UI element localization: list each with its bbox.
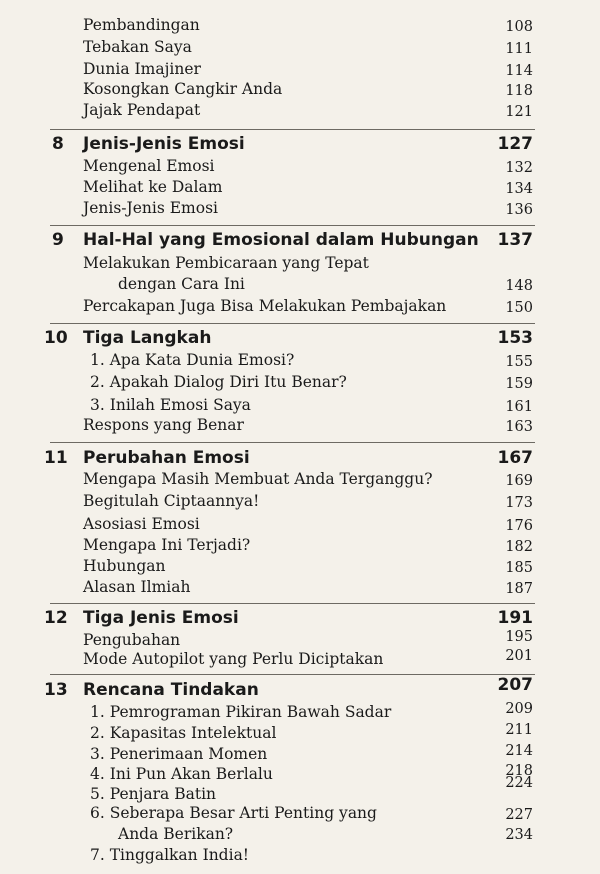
toc-entry: [0, 578, 600, 600]
entry-title: Asosiasi Emosi: [83, 515, 200, 533]
entry-page: 218: [505, 763, 533, 779]
entry-page: 209: [505, 701, 533, 717]
entry-title: Mengapa Ini Terjadi?: [83, 536, 251, 554]
toc-entry: [0, 470, 600, 492]
chapter-page: 167: [497, 448, 533, 468]
chapter-title: Tiga Langkah: [83, 328, 212, 348]
entry-title: 1. Apa Kata Dunia Emosi?: [90, 351, 295, 369]
chapter-heading: [0, 230, 600, 252]
toc-entry: [0, 373, 600, 395]
entry-page: 173: [505, 495, 533, 511]
entry-page: 195: [505, 629, 533, 645]
entry-page: 118: [505, 83, 533, 99]
entry-title: Melakukan Pembicaraan yang Tepat: [83, 254, 369, 272]
entry-title: 2. Apakah Dialog Diri Itu Benar?: [90, 373, 347, 391]
toc-entry: [0, 178, 600, 200]
entry-page: 182: [505, 539, 533, 555]
entry-page: 185: [505, 560, 533, 576]
chapter-divider: [50, 129, 535, 130]
entry-title: Tebakan Saya: [83, 38, 192, 56]
chapter-page: 207: [497, 675, 533, 695]
entry-title: Jajak Pendapat: [83, 101, 201, 119]
entry-page: 111: [505, 41, 533, 57]
entry-title: Percakapan Juga Bisa Melakukan Pembajakan: [83, 297, 447, 315]
toc-entry: [0, 846, 600, 868]
entry-title: 4. Ini Pun Akan Berlalu: [90, 765, 273, 783]
entry-page: 148: [505, 278, 533, 294]
entry-page: 150: [505, 300, 533, 316]
chapter-heading: [0, 608, 600, 630]
toc-entry: [0, 297, 600, 319]
entry-title: Melihat ke Dalam: [83, 178, 223, 196]
entry-title: Alasan Ilmiah: [83, 578, 191, 596]
chapter-heading: [0, 448, 600, 470]
entry-title: 7. Tinggalkan India!: [90, 846, 250, 864]
entry-title: Mengapa Masih Membuat Anda Terganggu?: [83, 470, 433, 488]
chapter-title: Tiga Jenis Emosi: [83, 608, 239, 628]
chapter-title: Perubahan Emosi: [83, 448, 250, 468]
toc-entry: [0, 16, 600, 38]
entry-title: 3. Inilah Emosi Saya: [90, 396, 251, 414]
chapter-page: 137: [497, 230, 533, 250]
entry-page: 155: [505, 354, 533, 370]
entry-title: Kosongkan Cangkir Anda: [83, 80, 283, 98]
entry-page: 159: [505, 376, 533, 392]
toc-entry: [0, 157, 600, 179]
chapter-number: 13: [44, 680, 68, 700]
entry-title: Hubungan: [83, 557, 166, 575]
entry-title: 5. Penjara Batin: [90, 785, 217, 803]
entry-page: 114: [505, 63, 533, 79]
entry-title: Jenis-Jenis Emosi: [83, 199, 218, 217]
chapter-heading: [0, 134, 600, 156]
entry-title: 2. Kapasitas Intelektual: [90, 724, 277, 742]
chapter-title: Hal-Hal yang Emosional dalam Hubungan: [83, 230, 479, 250]
entry-title: Pembandingan: [83, 16, 200, 34]
toc-entry: [0, 38, 600, 60]
toc-entry: [0, 80, 600, 102]
toc-entry: [0, 650, 600, 672]
chapter-heading: [0, 328, 600, 350]
entry-title: Mode Autopilot yang Perlu Diciptakan: [83, 650, 384, 668]
entry-page: 136: [505, 202, 533, 218]
chapter-title: Rencana Tindakan: [83, 680, 259, 700]
chapter-number: 12: [44, 608, 68, 628]
entry-page: 134: [505, 181, 533, 197]
toc-entry: [0, 557, 600, 579]
toc-entry: [0, 804, 600, 826]
entry-title: Respons yang Benar: [83, 416, 244, 434]
toc-entry: [0, 60, 600, 82]
toc-entry: [0, 536, 600, 558]
entry-title: Mengenal Emosi: [83, 157, 215, 175]
chapter-page: 191: [497, 608, 533, 628]
toc-entry: [0, 416, 600, 438]
toc-entry: [0, 492, 600, 514]
chapter-number: 10: [44, 328, 68, 348]
entry-title-continued: dengan Cara Ini: [118, 275, 245, 293]
entry-title: Dunia Imajiner: [83, 60, 201, 78]
entry-title: 3. Penerimaan Momen: [90, 745, 268, 763]
toc-entry: [0, 351, 600, 373]
entry-title: Pengubahan: [83, 631, 181, 649]
toc-entry: [0, 101, 600, 123]
entry-page: 163: [505, 419, 533, 435]
entry-page: 227: [505, 807, 533, 823]
chapter-divider: [50, 674, 535, 675]
chapter-page: 153: [497, 328, 533, 348]
chapter-number: 9: [52, 230, 64, 250]
entry-title: 6. Seberapa Besar Arti Penting yang: [90, 804, 377, 822]
entry-page: 211: [505, 722, 533, 738]
toc-entry-continued: [0, 275, 600, 297]
chapter-number: 11: [44, 448, 68, 468]
chapter-divider: [50, 442, 535, 443]
chapter-divider: [50, 225, 535, 226]
toc-entry: [0, 199, 600, 221]
entry-page: 132: [505, 160, 533, 176]
entry-page: 187: [505, 581, 533, 597]
entry-page: 121: [505, 104, 533, 120]
chapter-divider: [50, 323, 535, 324]
toc-entry: [0, 396, 600, 418]
entry-title: Begitulah Ciptaannya!: [83, 492, 260, 510]
entry-page: 224: [505, 775, 533, 791]
chapter-heading: [0, 675, 600, 702]
entry-page: 169: [505, 473, 533, 489]
chapter-number: 8: [52, 134, 64, 154]
entry-page: 201: [505, 648, 533, 664]
toc-entry-continued: [0, 825, 600, 847]
entry-title: 1. Pemrograman Pikiran Bawah Sadar: [90, 703, 392, 721]
entry-page: 214: [505, 743, 533, 759]
toc-entry: [0, 254, 600, 276]
chapter-divider: [50, 603, 535, 604]
entry-page: 234: [505, 827, 533, 843]
chapter-page: 127: [497, 134, 533, 154]
entry-page: 176: [505, 518, 533, 534]
entry-page: 161: [505, 399, 533, 415]
toc-entry: [0, 515, 600, 537]
entry-page: 108: [505, 19, 533, 35]
entry-title-continued: Anda Berikan?: [118, 825, 234, 843]
chapter-title: Jenis-Jenis Emosi: [83, 134, 245, 154]
